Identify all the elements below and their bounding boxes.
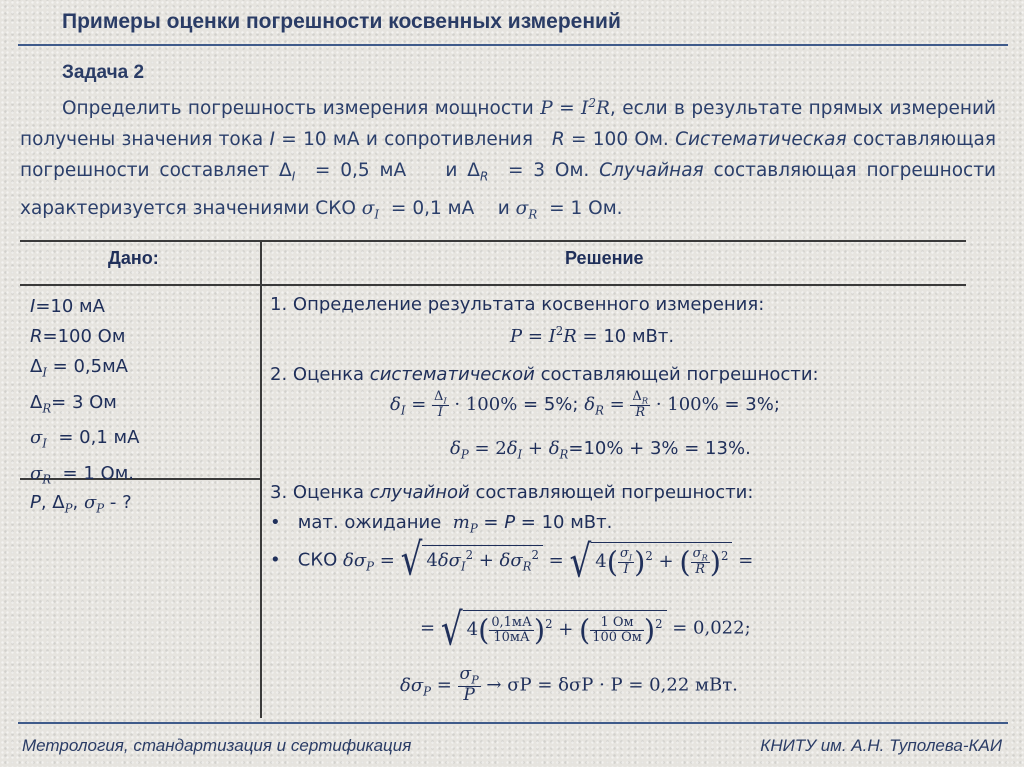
given-item: $\Delta_R= 3$ Ом bbox=[30, 391, 117, 416]
given-item: $\sigma_I = 0,1$ мА bbox=[30, 427, 140, 451]
given-item: R=100 Ом bbox=[30, 326, 126, 347]
step1-title: 1. Определение результата косвенного измерения: bbox=[270, 294, 765, 315]
find-item: P, $\Delta_P$, $\sigma_P$ - ? bbox=[30, 492, 132, 516]
slide-title: Примеры оценки погрешности косвенных измерений bbox=[62, 10, 621, 33]
bullet-expectation: • мат. ожидание $m_P = P = 10$ мВт. bbox=[270, 512, 613, 536]
task-heading: Задача 2 bbox=[62, 62, 145, 83]
step2-formula-line2: $\delta_P = 2\delta_I + \delta_R=10\% + 3\% = 13\%$. bbox=[450, 438, 751, 462]
step3-title: 3. Оценка случайной составляющей погрешности: bbox=[270, 482, 754, 503]
given-item: $\sigma_R = 1$ Ом. bbox=[30, 462, 134, 487]
table-top-border bbox=[20, 240, 966, 242]
footer-divider bbox=[18, 722, 1008, 724]
bullet-std-dev: • СКО $\delta\sigma_P$ = √ $4\delta\sigma_I^2 + \delta\sigma_R^2$ = √ 4( $\frac{\sigma_I}{I}$ )$^2$ + ( $\frac{\sigma_R}{R}$ )$^2$ = bbox=[270, 534, 754, 588]
power-formula: $P = I^2R$ bbox=[540, 96, 610, 120]
step2-title: 2. Оценка систематической составляющей погрешности: bbox=[270, 364, 819, 385]
final-result: $\delta\sigma_P$ = $\frac{\sigma_P}{P}$ → σP = δσP · P = 0,22 мВт. bbox=[400, 664, 738, 706]
given-item: I=10 мА bbox=[30, 296, 105, 317]
solution-header: Решение bbox=[565, 248, 644, 268]
step2-formula-line1: $\delta_I$ = $\frac{\Delta_I}{I}$ · 100% = 5%; $\delta_R$ = $\frac{\Delta_R}{R}$ · 100% = 3%; bbox=[390, 389, 780, 421]
footer-course: Метрология, стандартизация и сертификация bbox=[22, 736, 412, 755]
given-item: $\Delta_I = 0,5мА$ bbox=[30, 356, 128, 380]
given-list bbox=[30, 292, 139, 494]
column-divider bbox=[260, 240, 262, 718]
numeric-substitution: = √ 4( $\frac{0,1мА}{10мА}$ )$^2$ + ( $\frac{1 Ом}{100 Ом}$ )$^2$ = 0,022; bbox=[420, 603, 751, 656]
solution-table bbox=[20, 240, 966, 718]
table-header-border bbox=[20, 284, 966, 286]
problem-statement: Определить погрешность измерения мощности $P = I^2R$, если в результате прямых измерений получены значения тока I = 10 мА и сопротивления R = 100 Ом. Систематическая составляющая погрешности составляет $\Delta_I = 0,5$ мА и $\Delta_R = 3$ Ом. Случайная составляющая погрешности характеризуется значениями СКО $\sigma_I = 0,1$ мА и $\sigma_R = 1$ Ом. bbox=[20, 96, 997, 222]
given-header: Дано: bbox=[108, 248, 159, 268]
step1-formula: $P = I^2R = 10$ мВт. bbox=[510, 324, 675, 347]
title-divider bbox=[18, 44, 1008, 46]
footer-university: КНИТУ им. А.Н. Туполева-КАИ bbox=[760, 736, 1002, 755]
